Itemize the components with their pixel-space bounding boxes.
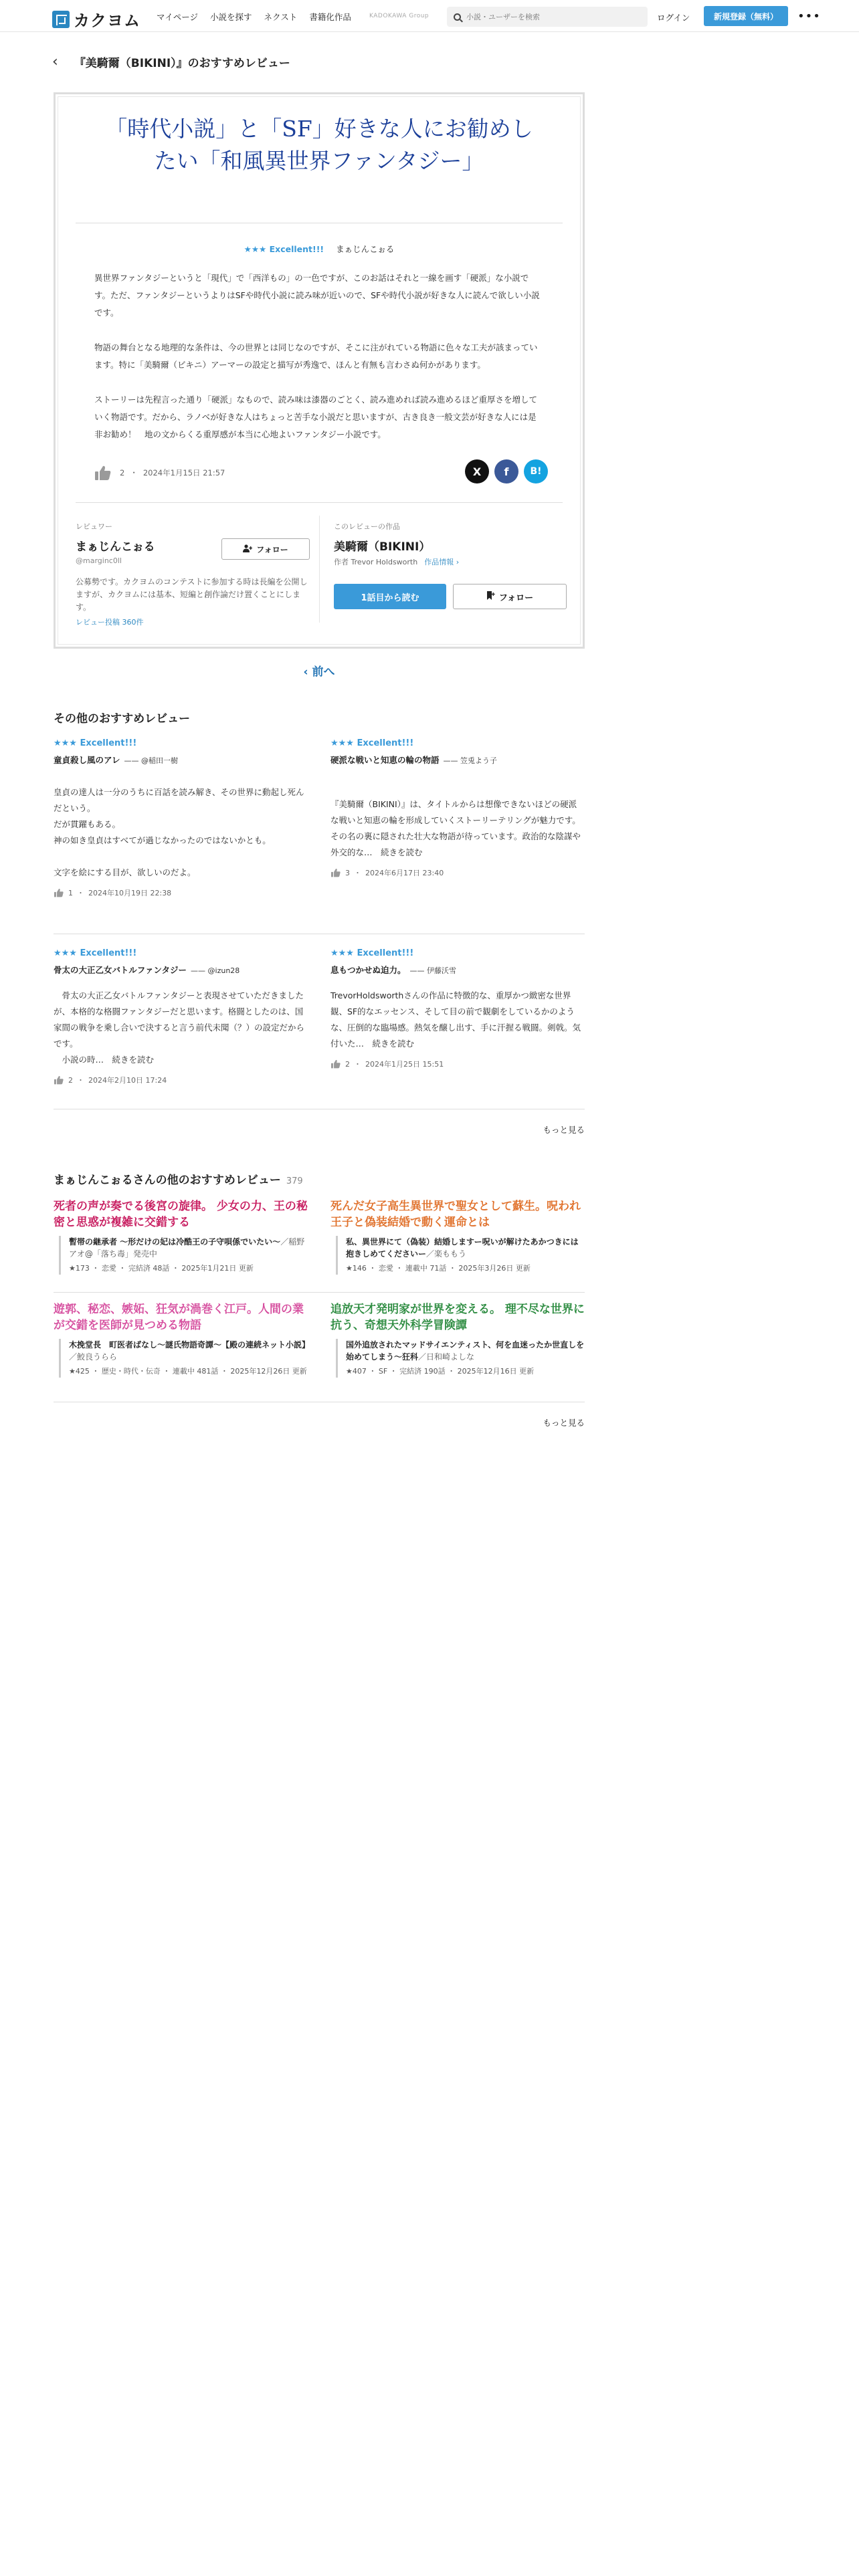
mini-review-body: 『美騎爾（BIKINI）』は、タイトルからは想像できないほどの硬派な戦いと知恵の輪を形成していくストーリーテリングが魅力です。その名の裏に隠された壮大な物語が待っています。政治的な陰謀や外交的な… 続きを読む [330, 799, 581, 857]
thumbs-up-icon[interactable] [330, 868, 341, 877]
divider [54, 1292, 585, 1293]
mini-review-user[interactable]: —— @izun28 [191, 966, 240, 975]
work-title[interactable]: 私、異世界にて（偽装）結婚しますー呪いが解けたあかつきには抱きしめてくださいー [346, 1237, 579, 1259]
follow-reviewer-button[interactable] [221, 538, 310, 560]
divider [76, 502, 563, 503]
like-count: 1 [68, 888, 73, 897]
mini-review-title-row [54, 964, 308, 976]
more-reviews-link[interactable]: もっと見る [543, 1125, 585, 1135]
thumbs-up-icon[interactable] [54, 888, 64, 897]
mini-review-meta: 2 ・ 2024年2月10日 17:24 [54, 1075, 308, 1085]
work-author[interactable]: 作者 Trevor Holdsworth [334, 558, 418, 566]
reviewer-panel [76, 521, 310, 627]
catchphrase-work [59, 1236, 309, 1275]
review-rating-line [56, 243, 583, 255]
page-title-row [52, 53, 290, 70]
nav-search-novels[interactable]: 小説を探す [210, 12, 252, 22]
review-meta: 2 ・ 2024年1月15日 21:57 [94, 465, 225, 481]
rating-stars: ★★★ Excellent!!! [330, 948, 414, 958]
follow-work-button[interactable] [453, 584, 567, 609]
catchphrase-work [336, 1236, 586, 1275]
work-title-line [346, 1236, 586, 1260]
review-date: 2024年10月19日 22:38 [88, 889, 172, 897]
mini-review-title[interactable]: 骨太の大正乙女バトルファンタジー [54, 965, 187, 975]
mini-review-body: 皇貞の達人は一分のうちに百話を読み解き、その世界に動起し死んだという。 だが貫躍もある。 神の如き皇貞はすべてが過じなかったのではないかとも。 文字を絵にする目が、欲しいのだよ。 [54, 787, 304, 877]
rating-stars: ★★★ Excellent!!! [244, 244, 324, 254]
like-count: 2 [68, 1075, 73, 1085]
mini-review-title[interactable]: 童貞殺し風のアレ [54, 755, 120, 765]
work-title[interactable]: 国外追放されたマッドサイエンティスト、何を血迷ったか世直しを始めてしまう〜狂科 [346, 1340, 585, 1362]
nav-next[interactable]: ネクスト [264, 12, 298, 22]
logo-text: カクヨム [74, 11, 140, 30]
page-title: 『美騎爾（BIKINI）』のおすすめレビュー [74, 57, 290, 70]
share-buttons [465, 459, 548, 484]
share-x-icon[interactable]: X [465, 459, 489, 484]
other-reviews-title: その他のおすすめレビュー [54, 712, 191, 726]
catchphrase-work [59, 1339, 309, 1378]
reviewer-label: レビュワー [76, 522, 112, 531]
mini-review-body: TrevorHoldsworthさんの作品に特徴的な、重厚かつ緻密な世界観、SF的なエッセンス、そして目の前で観劇をしているかのような、圧倒的な臨場感。熱気を醸し出す、手に汗握る戦闘。剣戟。気付いた… 続きを読む [330, 990, 581, 1049]
share-hatena-icon[interactable]: B! [524, 459, 548, 484]
section-title-text: まぁじんこぉるさんの他のおすすめレビュー [54, 1174, 281, 1187]
mini-review-title-row [330, 754, 585, 766]
nav-published-works[interactable]: 書籍化作品 [309, 12, 351, 22]
more-reviewer-reviews-link[interactable]: もっと見る [543, 1418, 585, 1428]
review-author[interactable]: まぁじんこぉる [336, 244, 395, 254]
work-title[interactable]: 木挽堂長 町医者ばなし〜謎氏物語奇譚〜【殿の連続ネット小説】 [69, 1340, 310, 1350]
work-title-line [69, 1236, 309, 1260]
review-paragraph: ストーリーは先程言った通り「硬派」なもので、読み味は漆器のごとく、読み進めれば読み進めるほど重厚さを増していく物語です。だから、ラノベが好きな人はちょっと苦手な小説だと思いますが、古き良き一般文芸が好きな人には是非お勧め！ 地の文からくる重厚感が本当に心地よいファンタジー小説です。 [94, 395, 538, 439]
search-input[interactable] [466, 13, 634, 21]
review-date: 2024年6月17日 23:40 [365, 869, 444, 877]
work-meta: ★407 ・ SF ・ 完結済 190話 ・ 2025年12月16日 更新 [346, 1367, 535, 1376]
work-author[interactable]: ／稲野アオ@「落ち毒」発売中 [69, 1237, 305, 1259]
add-user-icon [243, 544, 252, 554]
like-count: 2 [120, 468, 125, 477]
work-meta: ★146 ・ 恋愛 ・ 連載中 71話 ・ 2025年3月26日 更新 [346, 1264, 531, 1273]
catchphrase-review[interactable] [330, 1198, 586, 1275]
mini-review-title[interactable]: 硬派な戦いと知恵の輪の物語 [330, 755, 440, 765]
work-author-line [334, 556, 568, 567]
login-link[interactable]: ログイン [657, 13, 690, 23]
other-review-card[interactable] [330, 948, 585, 1069]
work-author[interactable]: ／楽ももう [426, 1249, 467, 1259]
main-nav [157, 11, 351, 23]
site-header [0, 0, 859, 32]
mini-review-user[interactable]: —— @稲田一樹 [124, 756, 179, 765]
work-label: このレビューの作品 [334, 522, 400, 531]
rating-stars: ★★★ Excellent!!! [54, 738, 137, 748]
kadokawa-group-label[interactable]: KADOKAWA Group [369, 13, 430, 19]
mini-review-meta: 3 ・ 2024年6月17日 23:40 [330, 867, 585, 878]
search-box[interactable] [447, 7, 648, 27]
review-paragraph: 異世界ファンタジーというと「現代」で「西洋もの」の一色ですが、このお話はそれと一線を画す「硬派」な小説です。ただ、ファンタジーというよりはSFや時代小説に読み味が近いので、SFや時代小説が好きな人に読んで欲しい小説です。 [94, 273, 540, 318]
work-title[interactable]: 美騎爾（BIKINI） [334, 540, 431, 554]
mini-review-title-row [330, 964, 585, 976]
work-meta: ★173 ・ 恋愛 ・ 完結済 48話 ・ 2025年1月21日 更新 [69, 1264, 254, 1273]
catchphrase-headline[interactable]: 追放天才発明家が世界を変える。 理不尽な世界に抗う、奇想天外科学冒険譚 [330, 1303, 585, 1332]
site-logo[interactable] [52, 7, 140, 31]
review-paragraph: 物語の舞台となる地理的な条件は、今の世界とは同じなのですが、そこに注がれている物語に色々な工夫が該まっています。特に「美騎爾（ビキニ）アーマーの設定と描写が秀逸で、ほんと有無も言わさぬ何かがあります。 [94, 342, 538, 370]
catchphrase-review[interactable] [54, 1301, 309, 1378]
catchphrase-headline[interactable]: 死んだ女子高生異世界で聖女として蘇生。呪われ王子と偽装結婚で動く運命とは [330, 1200, 581, 1229]
mini-review-user[interactable]: —— 笠兎よう子 [443, 756, 498, 765]
nav-mypage[interactable]: マイページ [157, 12, 199, 22]
catchphrase-review[interactable] [54, 1198, 309, 1275]
other-review-card[interactable] [54, 738, 308, 898]
follow-label: フォロー [498, 593, 534, 603]
reviewer-id[interactable]: @marginc0ll [76, 556, 122, 565]
review-count: 379 [286, 1176, 303, 1186]
thumbs-up-icon[interactable] [94, 465, 112, 481]
rating-stars: ★★★ Excellent!!! [54, 948, 137, 958]
share-facebook-icon[interactable]: f [494, 459, 518, 484]
follow-label: フォロー [256, 544, 288, 554]
like-count: 2 [345, 1059, 350, 1069]
catchphrase-headline[interactable]: 死者の声が奏でる後宮の旋律。 少女の力、王の秘密と思惑が複雑に交錯する [54, 1200, 308, 1229]
reviewer-review-count[interactable]: レビュー投稿 360件 [76, 618, 144, 627]
review-date: 2024年2月10日 17:24 [88, 1076, 167, 1085]
catchphrase-headline[interactable]: 遊郭、秘恋、嫉妬、狂気が渦巻く江戸。人間の業が交錯を医師が見つめる物語 [54, 1303, 304, 1332]
more-menu-icon[interactable]: ••• [797, 9, 821, 23]
mini-review-meta: 1 ・ 2024年10月19日 22:38 [54, 887, 308, 898]
thumbs-up-icon[interactable] [54, 1075, 64, 1085]
mini-review-body: 骨太の大正乙女バトルファンタジーと表現させていただきましたが、本格的な格闘ファンタジーだと思います。格闘としたのは、国家間の戦争を乗し合いで決すると言う前代未聞（？）の設定だからです。 小説の時… 続きを読む [54, 990, 305, 1065]
work-title-line [69, 1339, 309, 1363]
reviewer-other-reviews-title [54, 1170, 303, 1187]
catchphrase-review[interactable] [330, 1301, 586, 1378]
signup-button[interactable]: 新規登録（無料） [704, 6, 788, 26]
like-count: 3 [345, 868, 350, 877]
search-icon [454, 13, 461, 21]
review-date: 2024年1月25日 15:51 [365, 1060, 444, 1069]
mini-review-meta: 2 ・ 2024年1月25日 15:51 [330, 1059, 585, 1069]
work-title[interactable]: 暫帯の継承者 〜形だけの妃は冷酷王の子守唄係でいたい〜 [69, 1237, 281, 1247]
mini-review-user[interactable]: —— 伊藤沃雪 [409, 966, 457, 975]
other-review-card[interactable] [330, 738, 585, 878]
vertical-divider [319, 516, 320, 623]
work-author[interactable]: ／日和崎よしな [418, 1352, 475, 1362]
thumbs-up-icon[interactable] [330, 1059, 341, 1069]
work-panel [334, 521, 568, 603]
rating-stars: ★★★ Excellent!!! [330, 738, 414, 748]
other-review-card[interactable] [54, 948, 308, 1085]
prev-page-link[interactable]: ‹ 前へ [303, 665, 335, 679]
catchphrase-work [336, 1339, 586, 1378]
review-body [94, 270, 544, 461]
work-info-link[interactable]: 作品情報 › [424, 558, 460, 566]
work-meta: ★425 ・ 歴史・時代・伝奇 ・ 連載中 481話 ・ 2025年12月26日 更新 [69, 1367, 307, 1376]
kakuyomu-logo-icon [52, 11, 70, 28]
bookmark-plus-icon [486, 591, 495, 603]
reviewer-name[interactable]: まぁじんこぉる [76, 540, 155, 554]
review-date: 2024年1月15日 21:57 [142, 468, 225, 477]
back-chevron-icon[interactable]: ‹ [52, 53, 58, 70]
mini-review-title-row [54, 754, 308, 766]
reviewer-bio: 公募勢です。カクヨムのコンテストに参加する時は長編を公開しますが、カクヨムには基本、短編と創作論だけ置くことにします。 [76, 577, 308, 612]
review-headline: 「時代小説」と「SF」好きな人にお勧めしたい「和風異世界ファンタジー」 [105, 116, 533, 174]
work-title-line [346, 1339, 586, 1363]
work-author[interactable]: ／鮫良うらら [69, 1352, 118, 1362]
read-from-first-button[interactable]: 1話目から読む [334, 584, 446, 609]
review-card [54, 92, 585, 649]
mini-review-title[interactable]: 息もつかせぬ迫力。 [330, 965, 406, 975]
